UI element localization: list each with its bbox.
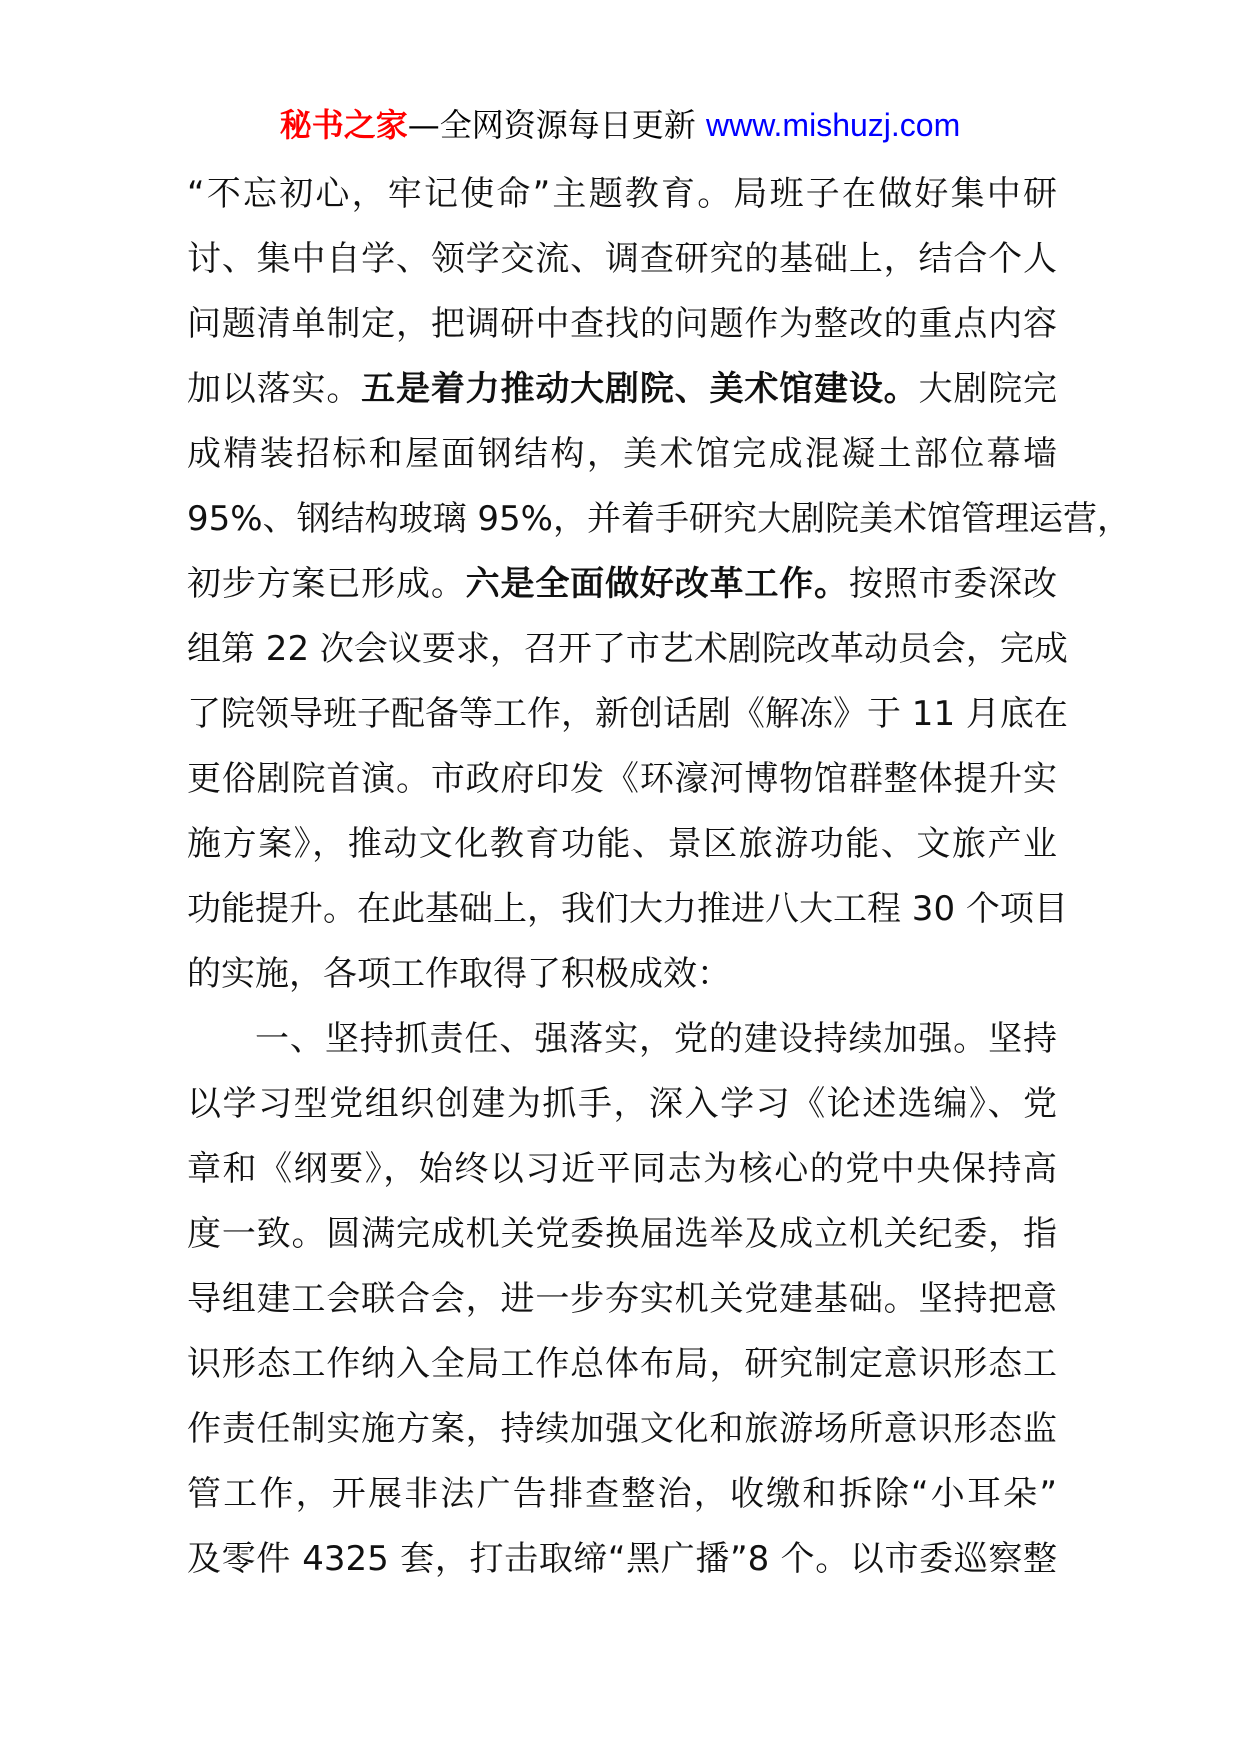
bold-heading-5: 五是着力推动大剧院、美术馆建设。	[361, 369, 919, 409]
text-line: 章和《纲要》，始终以习近平同志为核心的党中央保持高	[187, 1149, 1057, 1189]
text-line: 成精装招标和屋面钢结构，美术馆完成混凝土部位幕墙	[187, 434, 1057, 474]
text-line: 组第 22 次会议要求，召开了市艺术剧院改革动员会，完成	[187, 629, 1068, 669]
text-line: 以学习型党组织创建为抓手，深入学习《论述选编》、党	[187, 1084, 1057, 1124]
text-line: 导组建工会联合会，进一步夯实机关党建基础。坚持把意	[187, 1279, 1057, 1319]
text-line-mixed	[187, 357, 1057, 422]
text-line: 施方案》，推动文化教育功能、景区旅游功能、文旅产业	[187, 824, 1057, 864]
site-header	[0, 103, 1240, 147]
text-line: 及零件 4325 套，打击取缔“黑广播”8 个。以市委巡察整	[187, 1539, 1057, 1579]
text-run: 加以落实。	[187, 369, 362, 409]
header-tagline: —全网资源每日更新	[407, 106, 706, 144]
text-run: 大剧院完	[918, 369, 1058, 409]
site-url-link[interactable]: www.mishuzj.com	[705, 107, 961, 143]
text-line: 讨、集中自学、领学交流、调查研究的基础上，结合个人	[187, 239, 1057, 279]
text-line: 功能提升。在此基础上，我们大力推进八大工程 30 个项目	[187, 889, 1068, 929]
section-heading-1: 一、坚持抓责任、强落实，党的建设持续加强。	[255, 1019, 989, 1059]
brand-name: 秘书之家	[279, 106, 408, 144]
text-line-mixed	[187, 1007, 1057, 1072]
text-line: 度一致。圆满完成机关党委换届选举及成立机关纪委，指	[187, 1214, 1057, 1254]
text-line: 识形态工作纳入全局工作总体布局，研究制定意识形态工	[187, 1344, 1057, 1384]
text-line: 95%、钢结构玻璃 95%，并着手研究大剧院美术馆管理运营，	[187, 499, 1131, 539]
text-line: 问题清单制定，把调研中查找的问题作为整改的重点内容	[187, 304, 1057, 344]
text-line: 了院领导班子配备等工作，新创话剧《解冻》于 11 月底在	[187, 694, 1068, 734]
document-body	[187, 162, 1131, 1592]
text-line: 管工作，开展非法广告排查整治，收缴和拆除“小耳朵”	[187, 1474, 1057, 1514]
text-run: 坚持	[988, 1019, 1058, 1059]
text-line-mixed	[187, 552, 1057, 617]
text-line: 作责任制实施方案，持续加强文化和旅游场所意识形态监	[187, 1409, 1057, 1449]
text-line: “不忘初心，牢记使命”主题教育。局班子在做好集中研	[187, 174, 1057, 214]
text-run: 按照市委深改	[848, 564, 1058, 604]
bold-heading-6: 六是全面做好改革工作。	[465, 564, 849, 604]
text-run: 初步方案已形成。	[187, 564, 466, 604]
text-line: 的实施，各项工作取得了积极成效：	[187, 954, 731, 994]
text-line: 更俗剧院首演。市政府印发《环濠河博物馆群整体提升实	[187, 759, 1057, 799]
